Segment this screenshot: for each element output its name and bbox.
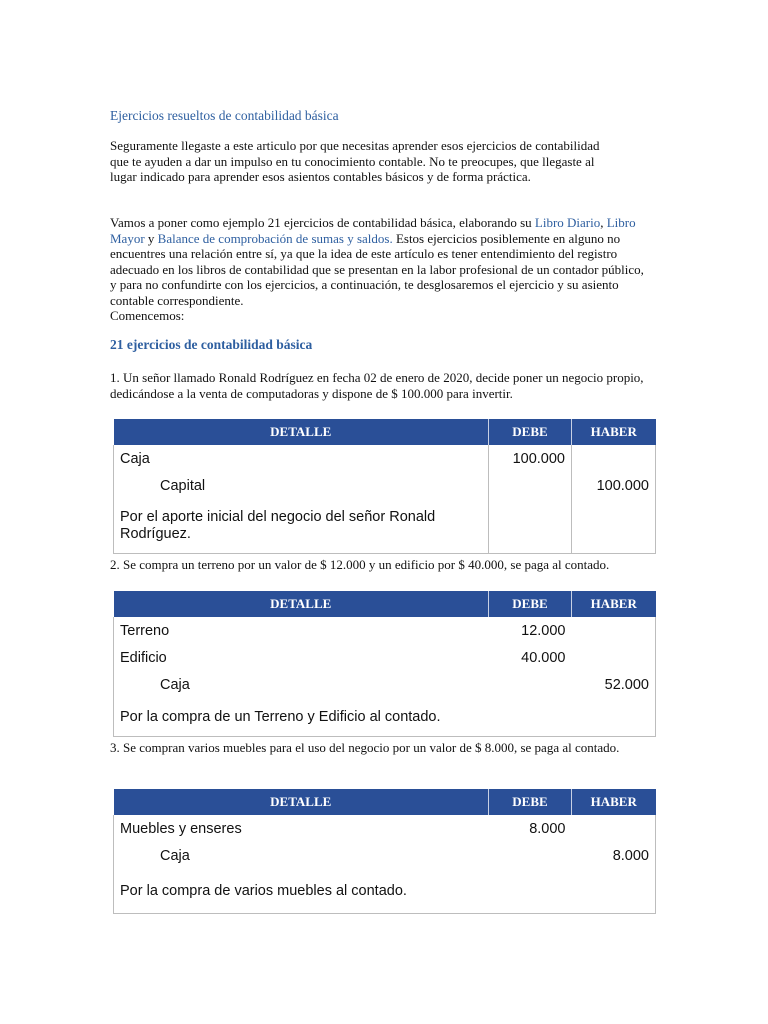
- header-haber: HABER: [572, 419, 656, 445]
- intro-line: que te ayuden a dar un impulso en tu conocimiento contable. No te preocupes, que llegaste al: [110, 153, 595, 169]
- header-debe: DEBE: [489, 591, 572, 617]
- table-row: [114, 472, 656, 499]
- header-detalle: DETALLE: [114, 789, 489, 815]
- detalle-cell: Caja: [114, 842, 489, 869]
- haber-cell: 100.000: [572, 472, 656, 499]
- intro-line: lugar indicado para aprender esos asientos contables básicos y de forma práctica.: [110, 169, 531, 184]
- table-row: [114, 644, 656, 671]
- libro-mayor-link[interactable]: Libro Mayor: [110, 215, 636, 246]
- table-row: [114, 842, 656, 869]
- detalle-cell: Edificio: [114, 644, 489, 671]
- separator: ,: [600, 215, 607, 230]
- exercise-text: 2. Se compra un terreno por un valor de $ 12.000 y un edificio por $ 40.000, se paga al contado.: [110, 557, 610, 572]
- debe-cell: [489, 499, 572, 553]
- description-cell: Por el aporte inicial del negocio del señor Ronald Rodríguez.: [114, 499, 489, 553]
- table-row: [114, 815, 656, 842]
- table-row: [114, 698, 656, 736]
- article-title: Ejercicios resueltos de contabilidad básica: [110, 108, 339, 123]
- detalle-cell: Caja: [114, 671, 489, 698]
- method-text: Estos ejercicios posiblemente en alguno no encuentres una relación entre sí, ya que la idea de este artículo es tener entendimiento del registro adecuado en los libros de contabilidad que se presentan en la labor profesional de un contador público, y para no confundirte con los ejercicios, a continuación, te desglosaremos el ejercicio y su asiento contable correspondiente.: [110, 230, 644, 308]
- libro-diario-link[interactable]: Libro Diario: [534, 215, 601, 230]
- table-row: [114, 869, 656, 913]
- haber-cell: [572, 499, 656, 553]
- method-paragraph: [110, 215, 650, 324]
- haber-cell: [572, 445, 656, 472]
- closing-text: Comencemos:: [110, 308, 185, 323]
- intro-paragraph: [110, 138, 650, 185]
- header-detalle: DETALLE: [114, 419, 489, 445]
- table-row: [114, 499, 656, 553]
- balance-link[interactable]: Balance de comprobación de sumas y saldos.: [157, 230, 393, 246]
- detalle-cell: Caja: [114, 445, 489, 472]
- haber-cell: 52.000: [572, 671, 656, 698]
- method-text: Vamos a poner como ejemplo 21 ejercicios de contabilidad básica, elaborando su: [110, 215, 535, 230]
- header-detalle: DETALLE: [114, 591, 489, 617]
- haber-cell: [572, 617, 656, 644]
- haber-cell: [572, 698, 656, 736]
- debe-cell: 8.000: [529, 820, 566, 837]
- debe-cell: [489, 671, 572, 698]
- intro-line: Seguramente llegaste a este articulo por que necesitas aprender esos ejercicios de contabilidad: [110, 138, 600, 153]
- debe-cell: [489, 698, 572, 736]
- debe-cell: [489, 842, 572, 869]
- header-debe: DEBE: [489, 419, 572, 445]
- debe-cell: 100.000: [489, 445, 572, 472]
- exercise-text: 1. Un señor llamado Ronald Rodríguez en fecha 02 de enero de 2020, decide poner un negocio propio, dedicándose a la venta de computadoras y dispone de $ 100.000 para invertir.: [110, 370, 644, 401]
- haber-cell: 8.000: [572, 842, 656, 869]
- section-title: 21 ejercicios de contabilidad básica: [110, 337, 313, 352]
- description-cell: Por la compra de un Terreno y Edificio al contado.: [114, 698, 489, 736]
- table-row: [114, 617, 656, 644]
- debe-cell: [489, 472, 572, 499]
- haber-cell: [572, 815, 656, 842]
- exercise-text: 3. Se compran varios muebles para el uso del negocio por un valor de $ 8.000, se paga al contado.: [110, 740, 620, 755]
- debe-cell: 40.000: [521, 649, 566, 666]
- table-row: [114, 671, 656, 698]
- ledger-table: [113, 789, 656, 914]
- detalle-cell: Terreno: [114, 617, 489, 644]
- ledger-table: [113, 591, 656, 737]
- haber-cell: [572, 644, 656, 671]
- debe-cell: [489, 869, 572, 913]
- detalle-cell: Capital: [114, 472, 489, 499]
- ledger-table: [113, 419, 656, 554]
- haber-cell: [572, 869, 656, 913]
- table-row: [114, 445, 656, 472]
- debe-cell: 12.000: [521, 622, 566, 639]
- header-haber: HABER: [572, 591, 656, 617]
- description-cell: Por la compra de varios muebles al contado.: [114, 869, 489, 913]
- header-debe: DEBE: [489, 789, 572, 815]
- header-haber: HABER: [572, 789, 656, 815]
- separator: y: [144, 230, 158, 246]
- detalle-cell: Muebles y enseres: [114, 815, 489, 842]
